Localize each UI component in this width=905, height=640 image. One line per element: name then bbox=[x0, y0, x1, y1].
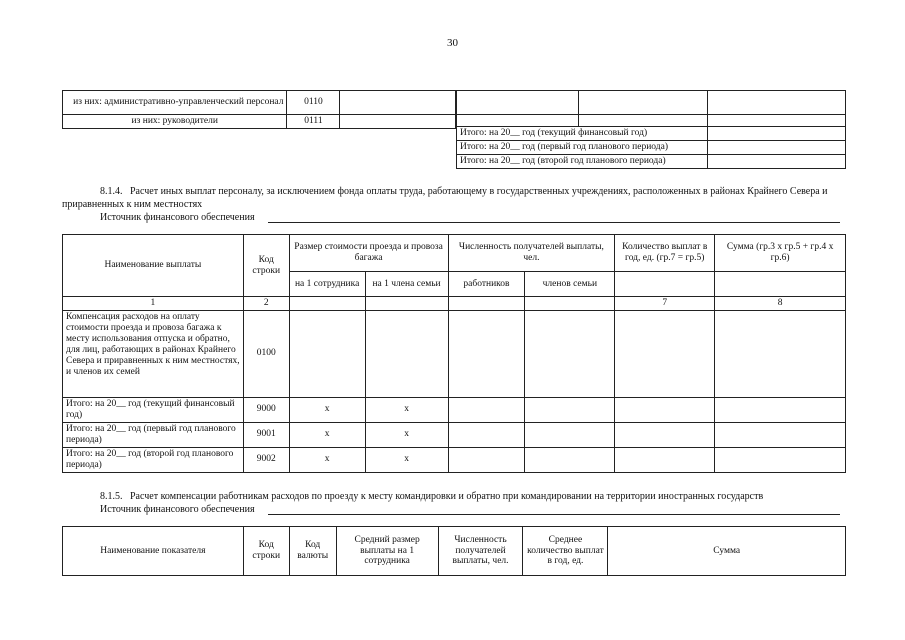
section-814-heading bbox=[62, 185, 846, 211]
section-text: Расчет компенсации работникам расходов по проезду к месту командировки и обратно при командировании на территории иностранных государств bbox=[130, 491, 764, 502]
top-table-left bbox=[62, 90, 456, 129]
header-code: Код строки bbox=[243, 527, 289, 576]
page-number: 30 bbox=[447, 37, 458, 49]
header-family: членов семьи bbox=[525, 272, 615, 297]
total-row bbox=[457, 140, 846, 154]
row-name: Итого: на 20__ год (текущий финансовый год) bbox=[63, 397, 244, 422]
column-numbers-row bbox=[63, 297, 846, 311]
header-workers: работников bbox=[448, 272, 525, 297]
total-row bbox=[457, 154, 846, 168]
row-label: из них: руководители bbox=[63, 115, 287, 129]
header-cost: Размер стоимости проезда и провоза багажа bbox=[289, 235, 448, 272]
header-recipients: Численность получателей выплаты, чел. bbox=[448, 235, 615, 272]
row-name: Итого: на 20__ год (второй год планового периода) bbox=[63, 447, 244, 472]
funding-source-line bbox=[268, 514, 840, 515]
row-code: 0110 bbox=[287, 91, 340, 115]
funding-source-label: Источник финансового обеспечения bbox=[100, 212, 255, 223]
top-table-right bbox=[456, 90, 846, 169]
col-num: 8 bbox=[715, 297, 846, 311]
row-label: из них: административно-управленческий персонал bbox=[63, 91, 287, 115]
table-row bbox=[63, 91, 456, 115]
section-number: 8.1.5. bbox=[100, 491, 123, 502]
row-code: 0111 bbox=[287, 115, 340, 129]
col-num: 1 bbox=[63, 297, 244, 311]
table-row bbox=[63, 115, 456, 129]
header-recipients: Численность получателей выплаты, чел. bbox=[438, 527, 523, 576]
header-avg: Средний размер выплаты на 1 сотрудника bbox=[336, 527, 438, 576]
section-number: 8.1.4. bbox=[100, 186, 123, 197]
header-sum: Сумма (гр.3 х гр.5 + гр.4 х гр.6) bbox=[715, 235, 846, 272]
header-code: Код строки bbox=[243, 235, 289, 297]
total-label: Итого: на 20__ год (второй год планового периода) bbox=[457, 154, 708, 168]
table-815 bbox=[62, 526, 846, 576]
table-row: Итого: на 20__ год (второй год планового периода) 9002 х х bbox=[63, 447, 846, 472]
header-cost-per-employee: на 1 сотрудника bbox=[289, 272, 365, 297]
row-code: 9001 bbox=[243, 422, 289, 447]
row-code: 9000 bbox=[243, 397, 289, 422]
row-name: Компенсация расходов на оплату стоимости проезда и провоза багажа к месту использования отпуска и обратно, для лиц, работающих в районах Крайнего Севера и приравненных к ним местностях, и членов их семей bbox=[63, 310, 244, 397]
funding-source-label: Источник финансового обеспечения bbox=[100, 504, 255, 515]
table-row: Итого: на 20__ год (текущий финансовый год) 9000 х х bbox=[63, 397, 846, 422]
table-814 bbox=[62, 234, 846, 473]
header-name: Наименование показателя bbox=[63, 527, 244, 576]
header-currency: Код валюты bbox=[289, 527, 336, 576]
total-label: Итого: на 20__ год (первый год планового периода) bbox=[457, 140, 708, 154]
section-815-heading bbox=[62, 490, 846, 503]
total-label: Итого: на 20__ год (текущий финансовый год) bbox=[457, 127, 708, 141]
funding-source-line bbox=[268, 222, 840, 223]
col-num: 2 bbox=[243, 297, 289, 311]
row-name: Итого: на 20__ год (первый год планового периода) bbox=[63, 422, 244, 447]
table-row bbox=[63, 310, 846, 397]
total-row bbox=[457, 127, 846, 141]
table-row: Итого: на 20__ год (первый год планового периода) 9001 х х bbox=[63, 422, 846, 447]
col-num: 7 bbox=[615, 297, 715, 311]
header-count: Количество выплат в год, ед. (гр.7 = гр.5) bbox=[615, 235, 715, 272]
section-text: Расчет иных выплат персоналу, за исключением фонда оплаты труда, работающему в государственных учреждениях, расположенных в районах Крайнего Севера и приравненных к ним местностях bbox=[62, 186, 828, 210]
header-avg-count: Среднее количество выплат в год, ед. bbox=[523, 527, 608, 576]
header-sum: Сумма bbox=[608, 527, 846, 576]
header-name: Наименование выплаты bbox=[63, 235, 244, 297]
row-code: 9002 bbox=[243, 447, 289, 472]
header-cost-per-family: на 1 члена семьи bbox=[365, 272, 448, 297]
row-code: 0100 bbox=[243, 310, 289, 397]
